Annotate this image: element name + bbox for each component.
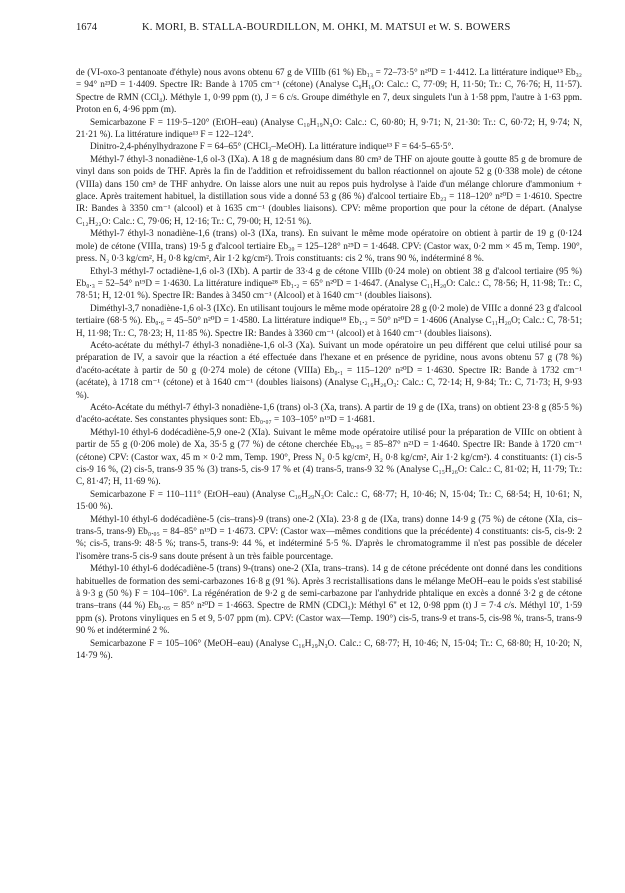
paragraph-ixa: Méthyl-7 éthyl-3 nonadiène-1,6 ol-3 (IXa). A 18 g de magnésium dans 80 cm³ de THF on ajoute goutte à goutte 85 g de bromure de vinyl dans son poids de THF. Après la fin de l'addition et refroidissement du ballon réactionnel on ajoute 52 g (0·338 mole) de cétone (VIIIa) dans 150 cm³ de THF anhydre. On laisse alors une nuit au repos puis hydrolyse à l'aide d'un mélange chlorure d'ammonium + glace. Après traitement habituel, la distillation sous vide a donné 53 g (86 %) d'alcool tertiaire Eb₂₃ = 118–120° n²⁰D = 1·4610. Spectre IR: Bandes à 3350 cm⁻¹ (alcool) et à 1635 cm⁻¹ (doubles liaisons). CPV: même proportion que pour la cétone de départ. (Analyse C₁₂H₂₂O: Calc.: C, 79·06; H, 12·16; Tr.: C, 79·00; H, 12·51 %). — [76, 153, 582, 226]
body-text — [76, 66, 582, 662]
paragraph-semicarbazone-viiib: Semicarbazone F = 119·5–120° (EtOH–eau) (Analyse C₁₀H₁₉N₃O: Calc.: C, 60·80; H, 9·71; N, 21·30: Tr.: C, 60·72; H, 9·74; N, 21·21 %). La littérature indique¹³ F = 122–124°. — [76, 116, 582, 140]
running-header — [76, 22, 582, 44]
paragraph-ixa-trans: Méthyl-7 éthyl-3 nonadiène-1,6 (trans) ol-3 (IXa, trans). En suivant le même mode opératoire on obtient à partir de 19 g (0·124 mole) de cétone (VIIIa, trans) 19·5 g d'alcool tertiaire Eb₃₀ = 125–128° n²⁵D = 1·4648. CPV: (Castor wax, 0·2 mm × 45 m, Temp. 190°, press. N₂ 0·3 kg/cm², H₂ 0·8 kg/cm², Air 1·2 kg/cm²). Trois constituants: cis 2 %, trans 90 %, indéterminé 8 %. — [76, 228, 582, 264]
paragraph-xia: Méthyl-10 éthyl-6 dodécadiène-5,9 one-2 (XIa). Suivant le même mode opératoire utilisé pour la préparation de VIIIc on obtient à partir de 55 g (0·206 mole) de Xa, 35·5 g (77 %) de cétone cherchée Eb₀.₀₅ = 85–87° n²¹D = 1·4640. Spectre IR: Bande à 1720 cm⁻¹ (cétone) CPV: (Castor wax, 45 m × 0·2 mm, Temp. 190°, Press N₂ 0·5 kg/cm², H₂ 0·8 kg/cm², Air 1·2 kg/cm²). 4 constituants: (1) cis-5 cis-9 16 %, (2) cis-5, trans-9 35 % (3) trans-5, cis-9 17 % et (4) trans-5, trans-9 32 % (Analyse C₁₅H₂₆O: Calc.: C, 81·02; H, 11·79; Tr.: C, 81·47; H, 11·69 %). — [76, 426, 582, 487]
running-head-authors: K. MORI, B. STALLA-BOURDILLON, M. OHKI, M. MATSUI et W. S. BOWERS — [142, 22, 511, 33]
page — [76, 22, 582, 662]
paragraph-dinitrophenylhydrazone: Dinitro-2,4-phénylhydrazone F = 64–65° (CHCl₃–MeOH). La littérature indique¹³ F = 64·5–65·5°. — [90, 141, 454, 152]
paragraph-viiib-continuation: de (VI-oxo-3 pentanoate d'éthyle) nous avons obtenu 67 g de VIIIb (61 %) Eb₁₃ = 72–73·5° n²⁰D = 1·4412. La littérature indique¹³ Eb₃₂ = 94° n²³D = 1·4409. Spectre IR: Bande à 1705 cm⁻¹ (cétone) (Analyse C₉H₁₆O: Calc.: C, 77·09; H, 11·50; Tr.: C, 76·76; H, 11·57). Spectre de RMN (CCl₄). Méthyle 1, 0·99 ppm (t), J = 6 c/s. Groupe diméthyle en 7, deux singulets l'un à 1·58 ppm, l'autre à 1·63 ppm. Proton en 6, 4·96 ppm (m). — [76, 67, 582, 115]
paragraph-semicarbazone-trans-trans: Semicarbazone F = 105–106° (MeOH–eau) (Analyse C₁₆H₂₉N₃O. Calc.: C, 68·77; H, 10·46; N, 15·04; Tr.: C, 68·80; H, 10·20; N, 14·79 %). — [76, 637, 582, 661]
page-number: 1674 — [76, 22, 97, 33]
paragraph-xia-cis-trans: Méthyl-10 éthyl-6 dodécadiène-5 (cis–trans)-9 (trans) one-2 (XIa). 23·8 g de (IXa, trans) donne 14·9 g (75 %) de cétone (XIa, cis–trans-5, trans-9) Eb₀.₀₅ = 84–85° n¹⁹D = 1·4673. CPV: (Castor wax—mêmes conditions que la précédente) 4 constituants: cis-5, cis-9: 2 %; cis-5, trans-9: 48·5 %; trans-5, trans-9: 44 %, et indéterminé 5·5 %. D'après le chromatogramme il n'est pas possible de déceler l'isomère trans-5 cis-9 sans doute présent à un très faible pourcentage. — [76, 513, 582, 561]
paragraph-ixc: Diméthyl-3,7 nonadiène-1,6 ol-3 (IXc). En utilisant toujours le même mode opératoire 28 g (0·2 mole) de VIIIc a donné 23 g d'alcool tertiaire (68·5 %). Eb₀.₆ = 45–50° n²⁰D = 1·4580. La littérature indique¹⁸ Eb₁.₂ = 50° n²⁰D = 1·4606 (Analyse C₁₁H₂₀O; Calc.: C, 78·51; H, 11·98; Tr.: C, 78·23; H, 11·85 %). Spectre IR: Bandes à 3360 cm⁻¹ (alcool) et à 1640 cm⁻¹ (doubles liaisons). — [76, 302, 582, 338]
paragraph-xa-trans: Acéto-Acétate du méthyl-7 éthyl-3 nonadiène-1,6 (trans) ol-3 (Xa, trans). A partir de 19 g de (IXa, trans) on obtient 23·8 g (85·5 %) d'acéto-acétate. Ses constantes physiques sont: Eb₀.₀₇ = 103–105° n¹⁹D = 1·4681. — [76, 401, 582, 425]
paragraph-ixb: Ethyl-3 méthyl-7 octadiène-1,6 ol-3 (IXb). A partir de 33·4 g de cétone VIIIb (0·24 mole) on obtient 38 g d'alcool tertiaire (95 %) Eb₀.₃ = 52–54° n¹⁹D = 1·4630. La littérature indique²⁸ Eb₁.₂ = 65° n²⁰D = 1·4647. (Analyse C₁₁H₂₀O: Calc.: C, 78·56; H, 11·98; Tr.: C, 78·51; H, 12·01 %). Spectre IR: Bandes à 3450 cm⁻¹ (Alcool) et à 1640 cm⁻¹ (doubles liaisons). — [76, 265, 582, 301]
paragraph-semicarbazone-xia: Semicarbazone F = 110–111° (EtOH–eau) (Analyse C₁₆H₂₉N₃O: Calc.: C, 68·77; H, 10·46; N, 15·04; Tr.: C, 68·54; H, 10·61; N, 15·00 %). — [76, 488, 582, 512]
paragraph-xa: Acéto-acétate du méthyl-7 éthyl-3 nonadiène-1,6 ol-3 (Xa). Suivant un mode opératoire un peu différent que celui utilisé pour sa préparation de IV, a savoir que la réaction a été effectuée dans l'hexane et en présence de pyridine, nous avons obtenu 57 g (78 %) d'acéto-acétate à partir de 50 g (0·274 mole) de cétone (VIIIa) Eb₀.₁ = 115–120° n²⁰D = 1·4630. Spectre IR: Bande à 1732 cm⁻¹ (acétate), à 1718 cm⁻¹ (cétone) et à 1640 cm⁻¹ (doubles liaisons) (Analyse C₁₆H₂₆O₃: Calc.: C, 72·14; H, 9·84; Tr.: C, 71·73; H, 9·93 %). — [76, 339, 582, 400]
paragraph-xia-trans-trans: Méthyl-10 éthyl-6 dodécadiène-5 (trans) 9-(trans) one-2 (XIa, trans–trans). 14 g de cétone précédente ont donné dans les conditions habituelles de formation des semi-carbazones 16·8 g (91 %). Après 3 recristallisations dans le mélange MeOH–eau le poids s'est stabilisé à 9·3 g (50 %) F = 104–106°. La régénération de 9·2 g de semi-carbazone par l'anhydride phtalique en excès a donné 3·2 g de cétone trans–trans (44 %) Eb₀.₀₅ = 85° n²⁰D = 1·4663. Spectre de RMN (CDCl₃): Méthyl 6'' et 12, 0·98 ppm (t) J = 7·4 c/s. Méthyl 10', 1·59 ppm (s). Protons vinyliques en 5 et 9, 5·07 ppm (m). CPV: (Castor wax—Temp. 190°) cis-5, trans-9 et trans-5, cis-98 %, trans-5, trans-9 90 % et indéterminé 2 %. — [76, 563, 582, 636]
